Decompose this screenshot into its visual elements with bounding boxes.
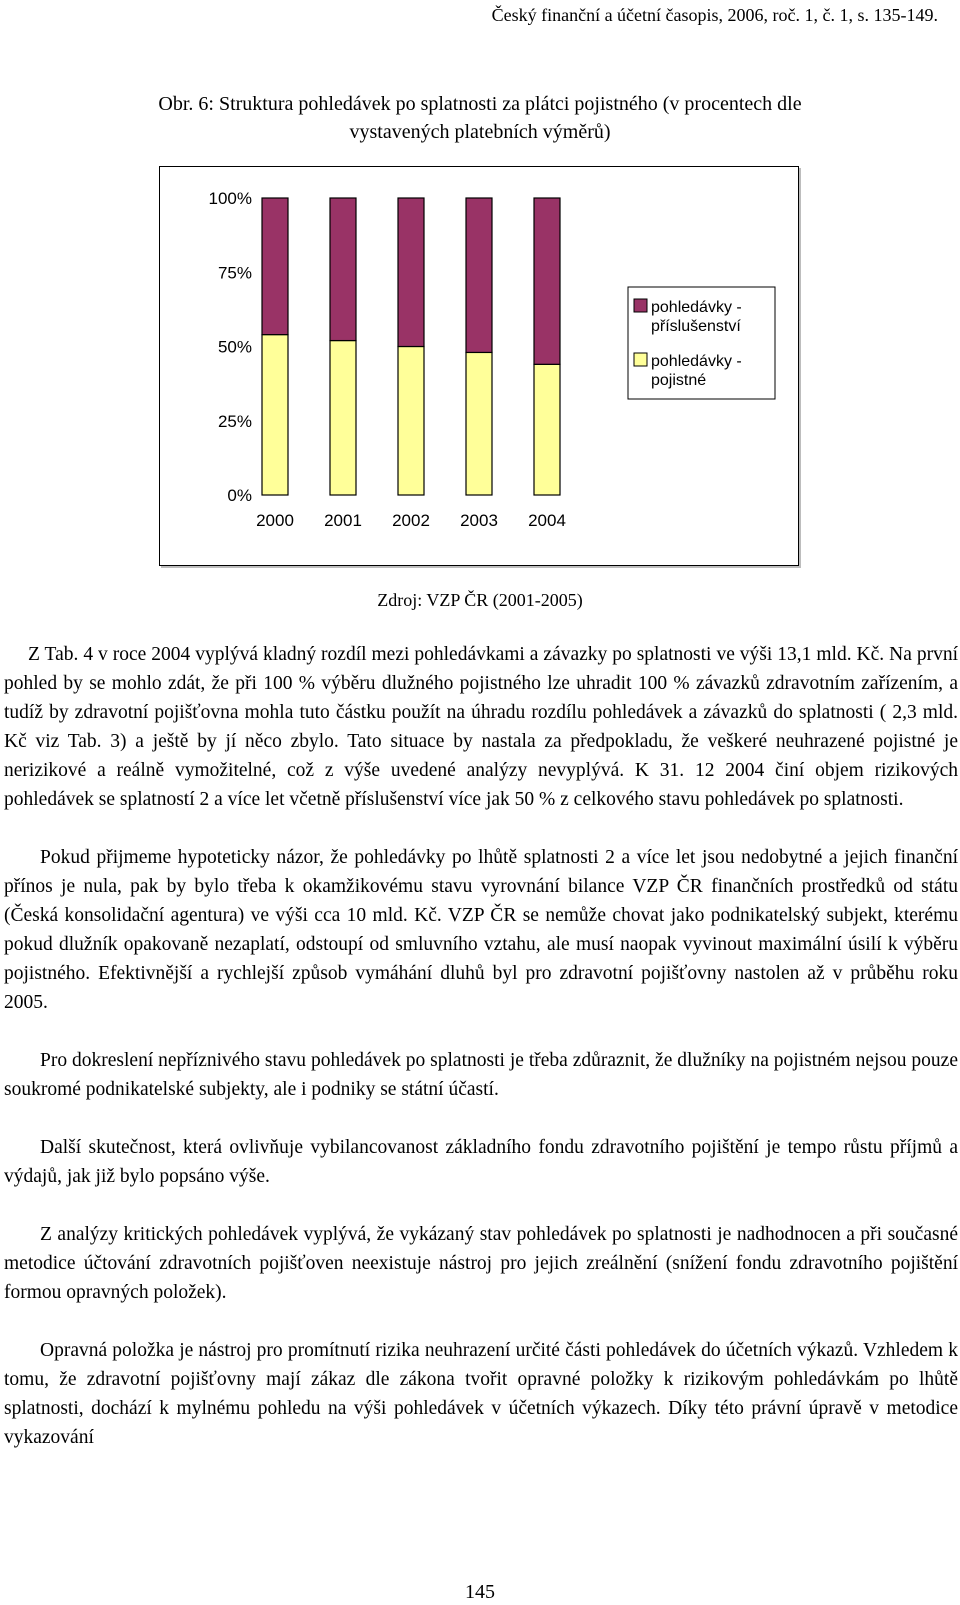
paragraph-4: Další skutečnost, která ovlivňuje vybilancovanost základního fondu zdravotního pojištění je tempo růstu příjmů a výdajů, jak již bylo popsáno výše. <box>4 1137 958 1187</box>
y-tick-label: 25% <box>217 411 252 431</box>
x-tick-label: 2000 <box>256 511 294 530</box>
bar-segment-2004-s1 <box>534 198 560 364</box>
bar-segment-2004-s0 <box>534 364 560 495</box>
paragraph-5: Z analýzy kritických pohledávek vyplývá, že vykázaný stav pohledávek po splatnosti je nadhodnocen a při současné metodice účtování zdravotních pojišťoven neexistuje nástroj pro jejich zreálnění (snížení fondu zdravotního pojištění formou opravných položek). <box>4 1224 958 1303</box>
legend-swatch <box>634 353 647 366</box>
y-tick-label: 75% <box>217 263 252 283</box>
bar-segment-2001-s0 <box>330 341 356 495</box>
chart-source: Zdroj: VZP ČR (2001-2005) <box>377 590 583 610</box>
page-number: 145 <box>465 1581 495 1603</box>
bar-segment-2003-s0 <box>466 352 492 495</box>
bar-segment-2002-s0 <box>398 347 424 496</box>
bar-segment-2000-s1 <box>262 198 288 335</box>
x-tick-label: 2001 <box>324 511 362 530</box>
figure-caption-line-2: vystavených platebních výměrů) <box>349 121 611 143</box>
x-tick-label: 2004 <box>528 511 566 530</box>
chart-canvas <box>160 167 800 567</box>
figure-caption <box>24 90 936 146</box>
bar-segment-2001-s1 <box>330 198 356 341</box>
legend-label: pohledávky - <box>651 299 742 316</box>
legend-label: pojistné <box>651 372 707 389</box>
body-text <box>4 640 958 1481</box>
stacked-bar-chart <box>159 166 799 566</box>
bar-segment-2002-s1 <box>398 198 424 347</box>
bar-segment-2000-s0 <box>262 335 288 495</box>
legend-label: příslušenství <box>651 318 741 335</box>
running-header: Český finanční a účetní časopis, 2006, roč. 1, č. 1, s. 135-149. <box>491 5 938 25</box>
y-tick-label: 0% <box>227 486 252 505</box>
legend-swatch <box>634 299 647 312</box>
y-tick-label: 100% <box>208 189 252 208</box>
legend-label: pohledávky - <box>651 353 742 370</box>
paragraph-1: Z Tab. 4 v roce 2004 vyplývá kladný rozdíl mezi pohledávkami a závazky po splatnosti ve výši 13,1 mld. Kč. Na první pohled by se mohlo zdát, že při 100 % výběru dlužného pojistného lze uhradit 100 % závazků zdravotním zařízením, a tudíž by zdravotní pojišťovna mohla tuto částku použít na úhradu rozdílu pohledávek a závazků do splatnosti ( 2,3 mld. Kč viz Tab. 3) a ještě by jí něco zbylo. Tato situace by nastala za předpokladu, že veškeré neuhrazené pojistné je nerizikové a reálně vymožitelné, což z výše uvedené analýzy nevyplývá. K 31. 12 2004 činí objem rizikových pohledávek se splatností 2 a více let včetně příslušenství více jak 50 % z celkového stavu pohledávek po splatnosti. <box>4 644 958 810</box>
x-tick-label: 2002 <box>392 511 430 530</box>
figure-caption-line-1: Obr. 6: Struktura pohledávek po splatnosti za plátci pojistného (v procentech dle <box>158 93 802 115</box>
paragraph-3: Pro dokreslení nepříznivého stavu pohledávek po splatnosti je třeba zdůraznit, že dlužníky na pojistném nejsou pouze soukromé podnikatelské subjekty, ale i podniky se státní účastí. <box>4 1050 958 1100</box>
paragraph-6: Opravná položka je nástroj pro promítnutí rizika neuhrazení určité části pohledávek do účetních výkazů. Vzhledem k tomu, že zdravotní pojišťovny mají zákaz dle zákona tvořit opravné položky k rizikovým pohledávkám po lhůtě splatnosti, dochází k mylnému pohledu na výši pohledávek v účetních výkazech. Díky této právní úpravě v metodice vykazování <box>4 1340 958 1448</box>
x-tick-label: 2003 <box>460 511 498 530</box>
bar-segment-2003-s1 <box>466 198 492 352</box>
y-tick-label: 50% <box>217 337 252 357</box>
paragraph-2: Pokud přijmeme hypoteticky názor, že pohledávky po lhůtě splatnosti 2 a více let jsou nedobytné a jejich finanční přínos je nula, pak by bylo třeba k okamžikovému stavu vyrovnání bilance VZP ČR finančních prostředků od státu (Česká konsolidační agentura) ve výši cca 10 mld. Kč. VZP ČR se nemůže chovat jako podnikatelský subjekt, kterému pokud dlužník opakovaně nezaplatí, odstoupí od smluvního vztahu, ale musí naopak vyvinout maximální úsilí k výběru pojistného. Efektivnější a rychlejší způsob vymáhání dluhů byl pro zdravotní pojišťovny nastolen až v průběhu roku 2005. <box>4 847 958 1013</box>
